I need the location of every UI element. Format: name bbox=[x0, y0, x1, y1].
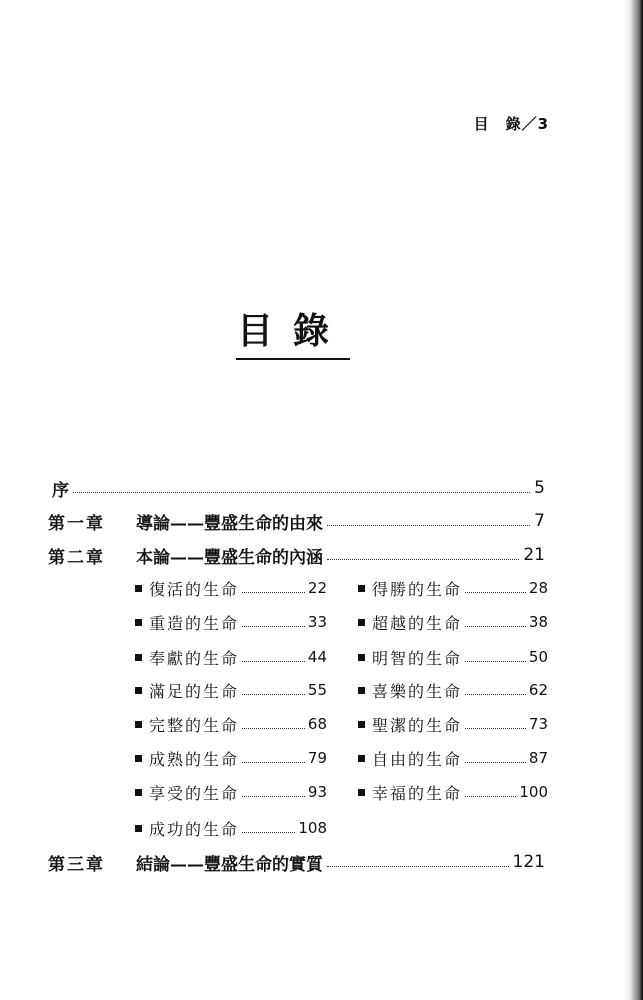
toc-entry-chapter-3[interactable] bbox=[48, 850, 545, 874]
toc-section[interactable] bbox=[358, 712, 548, 736]
chapter-number: 第三章 bbox=[48, 854, 105, 875]
toc-section[interactable] bbox=[358, 678, 548, 702]
chapter-number: 第一章 bbox=[48, 513, 105, 534]
toc-section[interactable] bbox=[135, 746, 327, 770]
dot-leader bbox=[465, 626, 526, 627]
dot-leader bbox=[242, 592, 305, 593]
dot-leader bbox=[242, 832, 295, 833]
square-bullet-icon bbox=[135, 619, 142, 626]
toc-entry-chapter-2[interactable] bbox=[48, 543, 545, 567]
dot-leader bbox=[327, 866, 509, 867]
section-title: 明智的生命 bbox=[372, 648, 463, 668]
toc-page-number: 44 bbox=[307, 648, 327, 666]
dot-leader bbox=[465, 661, 526, 662]
square-bullet-icon bbox=[358, 721, 365, 728]
toc-section[interactable] bbox=[135, 780, 327, 804]
toc-page-number: 7 bbox=[534, 511, 545, 531]
square-bullet-icon bbox=[135, 755, 142, 762]
section-title: 幸福的生命 bbox=[372, 783, 463, 803]
toc-section[interactable] bbox=[135, 610, 327, 634]
toc-page-number: 108 bbox=[298, 819, 327, 837]
section-title: 重造的生命 bbox=[149, 613, 240, 633]
section-title: 成熟的生命 bbox=[149, 749, 240, 769]
dot-leader bbox=[465, 728, 526, 729]
toc-entry-preface[interactable] bbox=[52, 476, 545, 500]
section-title: 復活的生命 bbox=[149, 579, 240, 599]
section-title: 享受的生命 bbox=[149, 783, 240, 803]
toc-page-number: 79 bbox=[307, 749, 327, 767]
dot-leader bbox=[465, 762, 526, 763]
square-bullet-icon bbox=[358, 585, 365, 592]
toc-page-number: 21 bbox=[523, 545, 545, 565]
square-bullet-icon bbox=[135, 654, 142, 661]
toc-page-number: 33 bbox=[307, 613, 327, 631]
chapter-number: 第二章 bbox=[48, 547, 105, 568]
square-bullet-icon bbox=[135, 825, 142, 832]
section-title: 完整的生命 bbox=[149, 715, 240, 735]
toc-section[interactable] bbox=[135, 712, 327, 736]
square-bullet-icon bbox=[135, 687, 142, 694]
toc-section[interactable] bbox=[135, 678, 327, 702]
square-bullet-icon bbox=[135, 789, 142, 796]
running-head: 目 錄／3 bbox=[473, 115, 549, 133]
square-bullet-icon bbox=[358, 654, 365, 661]
dot-leader bbox=[242, 762, 305, 763]
chapter-title: 本論——豐盛生命的內涵 bbox=[136, 547, 323, 568]
chapter-title: 導論——豐盛生命的由來 bbox=[136, 513, 323, 534]
toc-page-number: 121 bbox=[512, 852, 545, 872]
toc-page-number: 50 bbox=[528, 648, 548, 666]
section-title: 得勝的生命 bbox=[372, 579, 463, 599]
dot-leader bbox=[242, 661, 305, 662]
toc-section[interactable] bbox=[135, 645, 327, 669]
dot-leader bbox=[465, 796, 516, 797]
section-title: 奉獻的生命 bbox=[149, 648, 240, 668]
dot-leader bbox=[465, 592, 526, 593]
toc-page-number: 38 bbox=[528, 613, 548, 631]
dot-leader bbox=[242, 694, 305, 695]
dot-leader bbox=[73, 492, 530, 493]
chapter-title: 結論——豐盛生命的實質 bbox=[136, 854, 323, 875]
dot-leader bbox=[327, 559, 519, 560]
dot-leader bbox=[242, 626, 305, 627]
toc-page-number: 62 bbox=[528, 681, 548, 699]
toc-page-number: 55 bbox=[307, 681, 327, 699]
section-title: 超越的生命 bbox=[372, 613, 463, 633]
toc-page-number: 28 bbox=[528, 579, 548, 597]
square-bullet-icon bbox=[135, 721, 142, 728]
title-underline bbox=[236, 358, 350, 360]
dot-leader bbox=[242, 728, 305, 729]
toc-section[interactable] bbox=[135, 816, 327, 840]
scan-edge-shadow bbox=[623, 0, 643, 1000]
section-title: 喜樂的生命 bbox=[372, 681, 463, 701]
section-title: 成功的生命 bbox=[149, 819, 240, 839]
toc-page-number: 73 bbox=[528, 715, 548, 733]
section-title: 自由的生命 bbox=[372, 749, 463, 769]
square-bullet-icon bbox=[358, 619, 365, 626]
toc-page-number: 93 bbox=[307, 783, 327, 801]
square-bullet-icon bbox=[358, 789, 365, 796]
page-title: 目錄 bbox=[236, 311, 349, 352]
square-bullet-icon bbox=[135, 585, 142, 592]
section-title: 聖潔的生命 bbox=[372, 715, 463, 735]
toc-page-number: 5 bbox=[534, 478, 545, 498]
toc-page-number: 22 bbox=[307, 579, 327, 597]
square-bullet-icon bbox=[358, 755, 365, 762]
toc-section[interactable] bbox=[358, 610, 548, 634]
toc-page-number: 68 bbox=[307, 715, 327, 733]
section-title: 滿足的生命 bbox=[149, 681, 240, 701]
toc-section[interactable] bbox=[358, 746, 548, 770]
toc-section[interactable] bbox=[358, 576, 548, 600]
toc-preface-label: 序 bbox=[52, 480, 69, 501]
toc-section[interactable] bbox=[358, 780, 548, 804]
dot-leader bbox=[465, 694, 526, 695]
toc-section[interactable] bbox=[358, 645, 548, 669]
dot-leader bbox=[242, 796, 305, 797]
toc-page-number: 87 bbox=[528, 749, 548, 767]
square-bullet-icon bbox=[358, 687, 365, 694]
toc-entry-chapter-1[interactable] bbox=[48, 509, 545, 533]
dot-leader bbox=[327, 525, 530, 526]
toc-page-number: 100 bbox=[519, 783, 548, 801]
toc-section[interactable] bbox=[135, 576, 327, 600]
